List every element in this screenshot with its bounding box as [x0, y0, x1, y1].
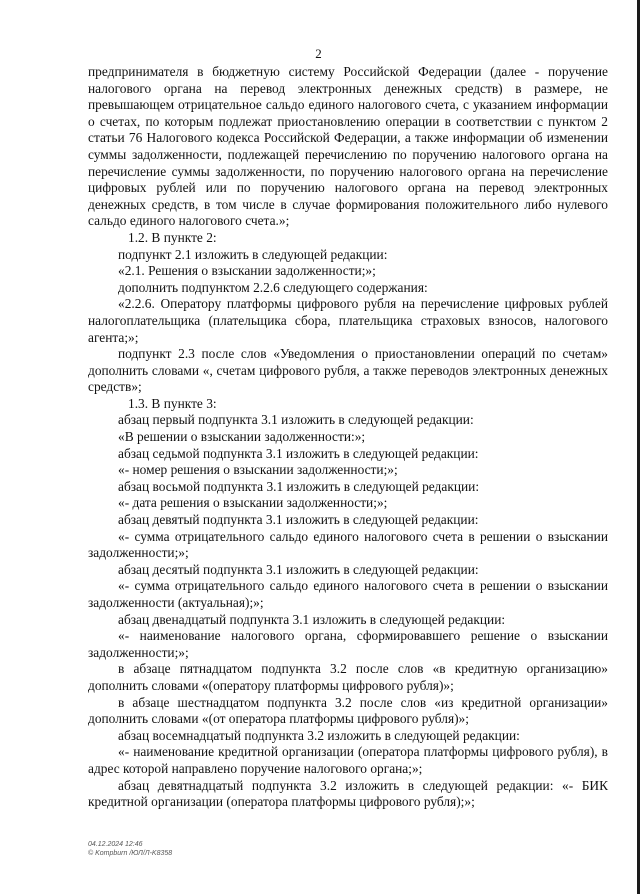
document-body — [88, 64, 608, 811]
paragraph: 1.3. В пункте 3: — [128, 395, 217, 411]
page-number: 2 — [315, 46, 322, 61]
paragraph: 1.2. В пункте 2: — [128, 229, 217, 245]
paragraph: абзац восьмой подпункта 3.1 изложить в следующей редакции: — [118, 478, 480, 494]
paragraph: в абзаце пятнадцатом подпункта 3.2 после слов «в кредитную организацию» дополнить словами «(оператору платформы цифрового рубля)»; — [88, 661, 608, 693]
paragraph: абзац восемнадцатый подпункта 3.2 изложить в следующей редакции: — [118, 727, 520, 743]
paragraph: «2.1. Решения о взыскании задолженности;»; — [118, 263, 376, 279]
paragraph: абзац девятый подпункта 3.1 изложить в следующей редакции: — [118, 512, 479, 528]
paragraph: «- сумма отрицательного сальдо единого налогового счета в решении о взыскании задолженности (актуальная);»; — [88, 578, 608, 610]
paragraph: подпункт 2.1 изложить в следующей редакции: — [118, 246, 388, 262]
paragraph: «- наименование налогового органа, сформировавшего решение о взыскании задолженности;»; — [88, 628, 608, 660]
paragraph: «- дата решения о взыскании задолженности;»; — [118, 495, 388, 511]
paragraph: «- номер решения о взыскании задолженности;»; — [118, 462, 398, 478]
paragraph: дополнить подпунктом 2.2.6 следующего содержания: — [118, 279, 428, 295]
paragraph: абзац первый подпункта 3.1 изложить в следующей редакции: — [118, 412, 474, 428]
footer-source: © Kompburn /ЮЛ/Л-K8358 — [88, 850, 173, 857]
footer-timestamp: 04.12.2024 12:46 — [88, 841, 143, 848]
paragraph: предпринимателя в бюджетную систему Российской Федерации (далее - поручение налогового органа на перевод электронных денежных средств) в размере, не превышающем отрицательное сальдо единого налогового счета, с указанием информации о счетах, по которым подлежат приостановлению операции в соответствии с пунктом 2 статьи 76 Налогового кодекса Российской Федерации, а также информации об изменении суммы задолженности, подлежащей перечислению по поручению налогового органа на перечисление суммы задолженности, по поручению налогового органа на перечисление цифровых рублей или по поручению налогового органа на перевод электронных денежных средств, в том числе в случае формирования положительного либо нулевого сальдо единого налогового счета.»; — [88, 64, 608, 229]
paragraph: в абзаце шестнадцатом подпункта 3.2 после слов «из кредитной организации» дополнить словами «(от оператора платформы цифрового рубля)»; — [88, 694, 608, 727]
paragraph: «2.2.6. Оператору платформы цифрового рубля на перечисление цифровых рублей налогоплательщика (плательщика сбора, плательщика страховых взносов, налогового агента;»; — [88, 296, 608, 345]
paragraph: абзац седьмой подпункта 3.1 изложить в следующей редакции: — [118, 445, 479, 461]
paragraph: абзац десятый подпункта 3.1 изложить в следующей редакции: — [118, 561, 479, 577]
paragraph: «- наименование кредитной организации (оператора платформы цифрового рубля), в адрес которой направлено поручение налогового органа;»; — [88, 744, 608, 776]
paragraph: подпункт 2.3 после слов «Уведомления о приостановлении операций по счетам» дополнить словами «, счетам цифрового рубля, а также переводов электронных денежных средств»; — [88, 346, 608, 395]
paragraph: абзац девятнадцатый подпункта 3.2 изложить в следующей редакции: «- БИК кредитной организации (оператора платформы цифрового рубля);»; — [88, 777, 608, 810]
paragraph: «В решении о взыскании задолженности:»; — [118, 429, 366, 445]
footer-stamp — [88, 840, 172, 858]
paragraph: абзац двенадцатый подпункта 3.1 изложить в следующей редакции: — [118, 611, 506, 627]
paragraph: «- сумма отрицательного сальдо единого налогового счета в решении о взыскании задолженности;»; — [88, 528, 608, 561]
